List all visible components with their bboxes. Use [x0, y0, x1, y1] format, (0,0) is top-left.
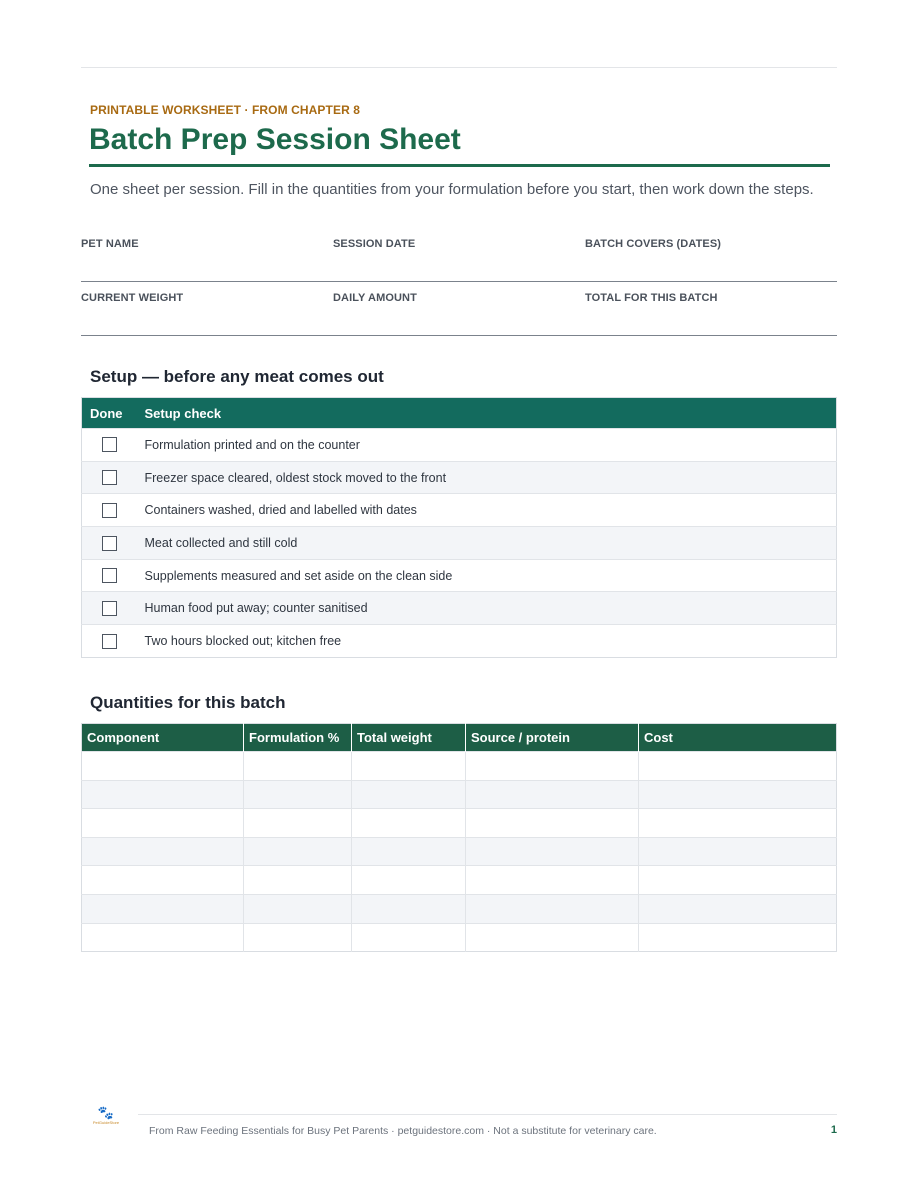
done-checkbox[interactable]: [102, 437, 117, 452]
quantity-cell[interactable]: [639, 923, 837, 952]
setup-section-title: Setup — before any meat comes out: [90, 367, 384, 386]
table-row: [82, 866, 837, 895]
title-underline: [89, 164, 830, 167]
field-label: PET NAME: [81, 238, 139, 250]
quantity-cell[interactable]: [639, 780, 837, 809]
field-label: CURRENT WEIGHT: [81, 292, 184, 304]
setup-item-text: Freezer space cleared, oldest stock moved to the front: [137, 461, 837, 494]
quantity-cell[interactable]: [466, 837, 639, 866]
field-row-1: [81, 228, 837, 282]
done-checkbox[interactable]: [102, 470, 117, 485]
table-row: [82, 559, 837, 592]
quantity-cell[interactable]: [352, 837, 466, 866]
footer-text: From Raw Feeding Essentials for Busy Pet Parents · petguidestore.com · Not a substitute for veterinary care.: [149, 1125, 657, 1137]
daily-amount-field[interactable]: [333, 282, 585, 336]
quantity-cell[interactable]: [244, 752, 352, 781]
brand-logo: [88, 1106, 124, 1128]
formulation-column-header: Formulation %: [244, 724, 352, 752]
source-protein-column-header: Source / protein: [466, 724, 639, 752]
quantity-cell[interactable]: [639, 809, 837, 838]
setup-item-text: Supplements measured and set aside on the clean side: [137, 559, 837, 592]
done-column-header: Done: [82, 398, 137, 429]
quantity-cell[interactable]: [466, 780, 639, 809]
quantity-cell[interactable]: [466, 894, 639, 923]
table-row: [82, 923, 837, 952]
table-row: [82, 592, 837, 625]
page-title: Batch Prep Session Sheet: [89, 123, 461, 156]
field-row-2: [81, 282, 837, 336]
setup-checklist-table: [81, 397, 837, 658]
batch-covers-field[interactable]: [585, 228, 837, 282]
field-label: BATCH COVERS (DATES): [585, 238, 722, 250]
quantity-cell[interactable]: [466, 866, 639, 895]
top-divider: [81, 67, 837, 68]
quantity-cell[interactable]: [244, 866, 352, 895]
quantity-cell[interactable]: [244, 780, 352, 809]
done-checkbox[interactable]: [102, 536, 117, 551]
quantity-cell[interactable]: [82, 837, 244, 866]
done-checkbox[interactable]: [102, 568, 117, 583]
quantity-cell[interactable]: [244, 809, 352, 838]
page-number: 1: [830, 1124, 837, 1136]
setup-item-text: Two hours blocked out; kitchen free: [137, 625, 837, 658]
setup-check-column-header: Setup check: [137, 398, 837, 429]
quantity-cell[interactable]: [82, 809, 244, 838]
field-label: DAILY AMOUNT: [333, 292, 417, 304]
quantity-cell[interactable]: [244, 923, 352, 952]
table-row: [82, 461, 837, 494]
quantity-cell[interactable]: [639, 866, 837, 895]
quantity-cell[interactable]: [639, 752, 837, 781]
table-row: [82, 752, 837, 781]
quantity-cell[interactable]: [244, 894, 352, 923]
total-batch-field[interactable]: [585, 282, 837, 336]
table-row: [82, 894, 837, 923]
done-checkbox[interactable]: [102, 601, 117, 616]
quantity-cell[interactable]: [352, 780, 466, 809]
field-label: SESSION DATE: [333, 238, 416, 250]
table-row: [82, 809, 837, 838]
quantities-table: [81, 723, 837, 952]
quantity-cell[interactable]: [82, 752, 244, 781]
quantity-cell[interactable]: [352, 894, 466, 923]
session-date-field[interactable]: [333, 228, 585, 282]
quantity-cell[interactable]: [352, 866, 466, 895]
table-row: [82, 625, 837, 658]
quantity-cell[interactable]: [82, 866, 244, 895]
setup-item-text: Human food put away; counter sanitised: [137, 592, 837, 625]
done-checkbox[interactable]: [102, 503, 117, 518]
table-row: [82, 780, 837, 809]
pet-name-field[interactable]: [81, 228, 333, 282]
quantity-cell[interactable]: [466, 809, 639, 838]
setup-item-text: Meat collected and still cold: [137, 527, 837, 560]
quantity-cell[interactable]: [466, 752, 639, 781]
footer-divider: [138, 1114, 837, 1115]
quantity-cell[interactable]: [82, 923, 244, 952]
table-row: [82, 527, 837, 560]
done-checkbox[interactable]: [102, 634, 117, 649]
quantities-section-title: Quantities for this batch: [90, 693, 286, 712]
component-column-header: Component: [82, 724, 244, 752]
worksheet-eyebrow: PRINTABLE WORKSHEET · FROM CHAPTER 8: [90, 103, 361, 117]
quantity-cell[interactable]: [82, 894, 244, 923]
cost-column-header: Cost: [639, 724, 837, 752]
setup-item-text: Containers washed, dried and labelled with dates: [137, 494, 837, 527]
intro-text: One sheet per session. Fill in the quantities from your formulation before you start, then work down the steps.: [90, 181, 814, 198]
quantity-cell[interactable]: [352, 752, 466, 781]
paw-icon: 🐾: [97, 1105, 115, 1120]
table-header-row: [82, 398, 837, 429]
quantity-cell[interactable]: [466, 923, 639, 952]
logo-text: PetGuideStore: [92, 1120, 120, 1125]
quantity-cell[interactable]: [639, 894, 837, 923]
quantity-cell[interactable]: [82, 780, 244, 809]
table-row: [82, 429, 837, 462]
quantity-cell[interactable]: [244, 837, 352, 866]
field-label: TOTAL FOR THIS BATCH: [585, 292, 718, 304]
table-row: [82, 494, 837, 527]
table-header-row: [82, 724, 837, 752]
total-weight-column-header: Total weight: [352, 724, 466, 752]
quantity-cell[interactable]: [352, 923, 466, 952]
session-fields: [81, 228, 837, 336]
current-weight-field[interactable]: [81, 282, 333, 336]
setup-item-text: Formulation printed and on the counter: [137, 429, 837, 462]
quantities-body: [82, 752, 837, 952]
quantity-cell[interactable]: [352, 809, 466, 838]
table-row: [82, 837, 837, 866]
quantity-cell[interactable]: [639, 837, 837, 866]
